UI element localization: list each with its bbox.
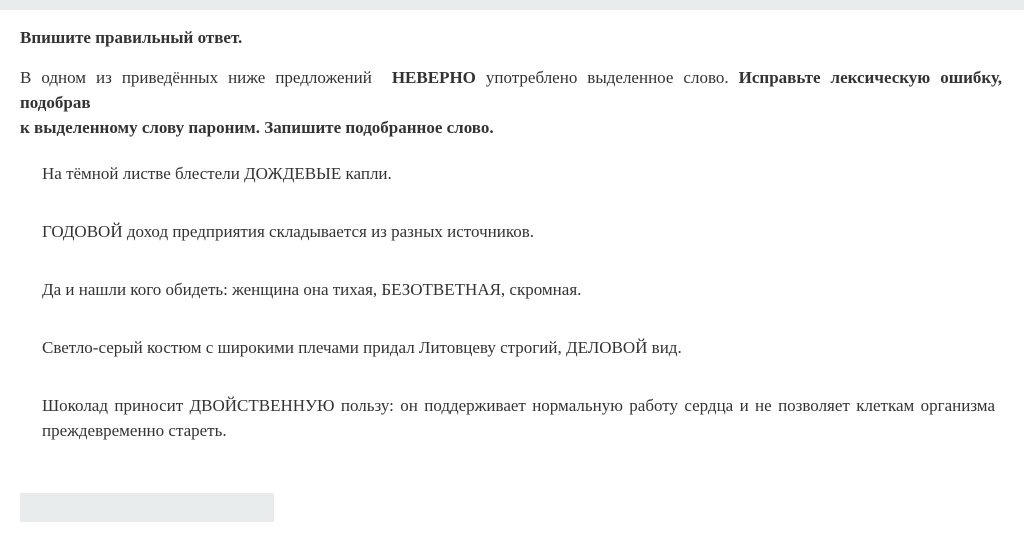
task-emphasis: НЕВЕРНО [391, 68, 476, 87]
task-text-part1: В одном из приведённых ниже предложений [20, 68, 372, 87]
answer-input[interactable] [20, 493, 274, 522]
sentence-item: На тёмной листве блестели ДОЖДЕВЫЕ капли. [42, 164, 392, 183]
sentence-item: Да и нашли кого обидеть: женщина она тихая, БЕЗОТВЕТНАЯ, скромная. [42, 280, 582, 299]
question-heading: Впишите правильный ответ. [20, 28, 243, 47]
sentence-item: Светло-серый костюм с широкими плечами придал Литовцеву строгий, ДЕЛОВОЙ вид. [42, 338, 682, 357]
task-instruction-line2: к выделенному слову пароним. Запишите подобранное слово. [20, 118, 494, 137]
sentence-item: ГОДОВОЙ доход предприятия складывается из разных источников. [42, 222, 534, 241]
question-block [20, 26, 1002, 443]
task-text-part2: употреблено выделенное слово. [485, 68, 729, 87]
question-task [20, 65, 1002, 140]
sentence-list [20, 161, 995, 443]
sentence-item: Шоколад приносит ДВОЙСТВЕННУЮ пользу: он поддерживает нормальную работу сердца и не позволяет клеткам организма преждевременно стареть. [42, 396, 995, 440]
task-instruction-line1: Исправьте лексическую ошибку, подобрав [20, 68, 1003, 112]
top-bar [0, 0, 1024, 10]
